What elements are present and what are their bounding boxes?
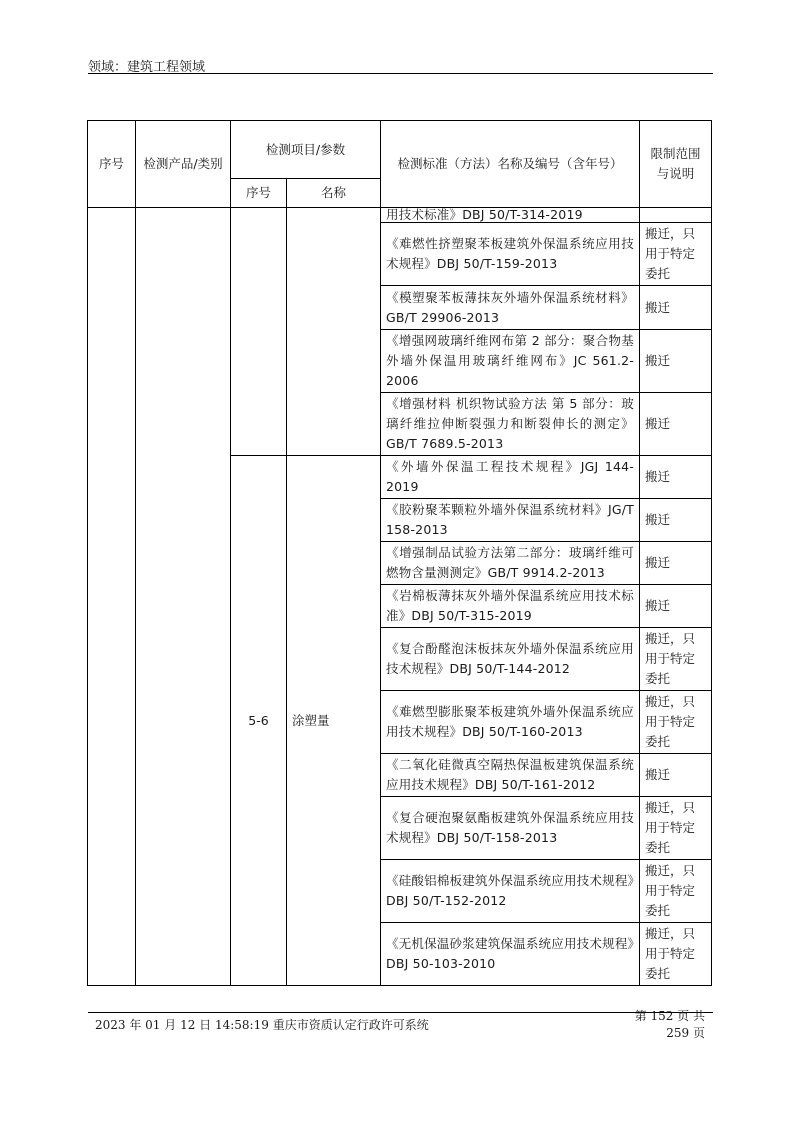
header-seq: 序号: [88, 121, 136, 208]
standard-cell: 《胶粉聚苯颗粒外墙外保温系统材料》JG/T 158-2013: [381, 499, 640, 542]
standard-cell: 《硅酸铝棉板建筑外保温系统应用技术规程》DBJ 50/T-152-2012: [381, 860, 640, 923]
limit-cell: 搬迁: [640, 286, 712, 330]
header-product: 检测产品/类别: [136, 121, 231, 208]
item-name-cell: [287, 208, 381, 456]
item-name-cell: 涂塑量: [287, 456, 381, 986]
header-item-param: 检测项目/参数: [231, 121, 381, 179]
row-seq-cell: [88, 208, 136, 986]
item-seq-cell: 5-6: [231, 456, 287, 986]
header-item-name: 名称: [287, 179, 381, 208]
standard-cell: 《岩棉板薄抹灰外墙外保温系统应用技术标准》DBJ 50/T-315-2019: [381, 585, 640, 628]
page-header: 领域：建筑工程领域: [88, 60, 206, 75]
limit-cell: 搬迁，只用于特定委托: [640, 923, 712, 986]
limit-cell: [640, 208, 712, 223]
standard-cell: 用技术标准》DBJ 50/T-314-2019: [381, 208, 640, 223]
limit-cell: 搬迁，只用于特定委托: [640, 797, 712, 860]
standard-cell: 《外墙外保温工程技术规程》JGJ 144-2019: [381, 456, 640, 499]
limit-cell: 搬迁: [640, 330, 712, 393]
standard-cell: 《难燃型膨胀聚苯板建筑外墙外保温系统应用技术规程》DBJ 50/T-160-2013: [381, 691, 640, 754]
limit-cell: 搬迁: [640, 585, 712, 628]
limit-cell: 搬迁，只用于特定委托: [640, 860, 712, 923]
standard-cell: 《增强网玻璃纤维网布第 2 部分：聚合物基外墙外保温用玻璃纤维网布》JC 561.2-2006: [381, 330, 640, 393]
footer-system: 重庆市资质认定行政许可系统: [272, 1018, 429, 1032]
footer-left: [95, 1016, 429, 1033]
header-item-seq: 序号: [231, 179, 287, 208]
header-limit: 限制范围与说明: [640, 121, 712, 208]
standard-cell: 《难燃性挤塑聚苯板建筑外保温系统应用技术规程》DBJ 50/T-159-2013: [381, 223, 640, 286]
table-row: [88, 208, 712, 223]
row-product-cell: [136, 208, 231, 986]
item-seq-cell: [231, 208, 287, 456]
standard-cell: 《二氧化硅微真空隔热保温板建筑保温系统应用技术规程》DBJ 50/T-161-2012: [381, 754, 640, 797]
limit-cell: 搬迁: [640, 456, 712, 499]
limit-cell: 搬迁，只用于特定委托: [640, 691, 712, 754]
limit-cell: 搬迁: [640, 754, 712, 797]
standard-cell: 《复合酚醛泡沫板抹灰外墙外保温系统应用技术规程》DBJ 50/T-144-2012: [381, 628, 640, 691]
standard-cell: 《复合硬泡聚氨酯板建筑外保温系统应用技术规程》DBJ 50/T-158-2013: [381, 797, 640, 860]
limit-cell: 搬迁，只用于特定委托: [640, 223, 712, 286]
footer-page-info: 第 152 页 共 259 页: [634, 1009, 705, 1040]
standard-cell: 《模塑聚苯板薄抹灰外墙外保温系统材料》GB/T 29906-2013: [381, 286, 640, 330]
header-standard: 检测标准（方法）名称及编号（含年号）: [381, 121, 640, 208]
limit-cell: 搬迁: [640, 499, 712, 542]
header-row: [88, 121, 712, 179]
standard-cell: 《无机保温砂浆建筑保温系统应用技术规程》DBJ 50-103-2010: [381, 923, 640, 986]
header-rule: [88, 73, 713, 74]
limit-cell: 搬迁: [640, 393, 712, 456]
standard-cell: 《增强制品试验方法第二部分：玻璃纤维可燃物含量测测定》GB/T 9914.2-2013: [381, 542, 640, 585]
standard-cell: 《增强材料 机织物试验方法 第 5 部分：玻璃纤维拉伸断裂强力和断裂伸长的测定》GB/T 7689.5-2013: [381, 393, 640, 456]
limit-cell: 搬迁，只用于特定委托: [640, 628, 712, 691]
limit-cell: 搬迁: [640, 542, 712, 585]
standards-table: [87, 120, 712, 986]
footer-timestamp: 2023 年 01 月 12 日 14:58:19: [95, 1018, 269, 1032]
